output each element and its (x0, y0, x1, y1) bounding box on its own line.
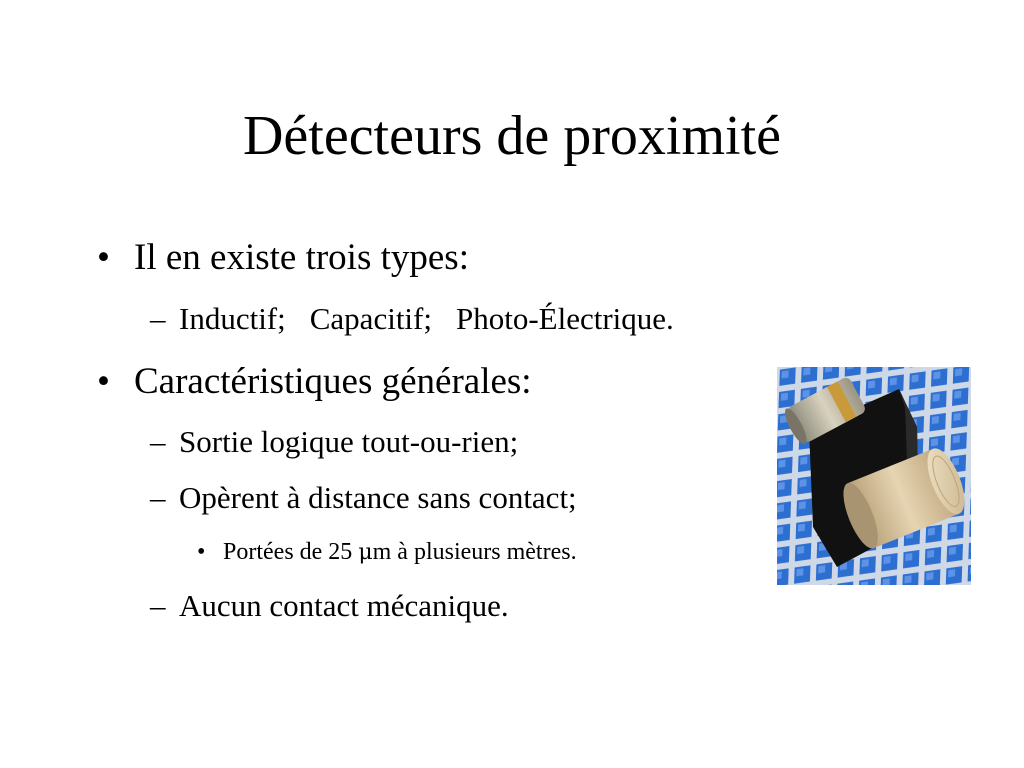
portees-text-after: m à plusieurs mètres. (372, 539, 577, 565)
bullet-marker: • (197, 539, 206, 565)
bullet-1-text: Il en existe trois types: (134, 237, 469, 278)
sub-bullet-types (150, 300, 850, 338)
bullet-marker: • (97, 361, 110, 402)
bullet-marker: • (97, 237, 110, 278)
portees-text (223, 537, 577, 568)
types-list (179, 300, 674, 338)
sub-bullet-sortie-text: Sortie logique tout-ou-rien; (179, 424, 519, 459)
type-inductif: Inductif; (179, 301, 286, 336)
sub-bullet-sortie (150, 423, 750, 461)
sub-sub-bullet-portees (197, 537, 757, 567)
sub-bullet-mecanique (150, 587, 750, 625)
bullet-2-text: Caractéristiques générales: (134, 361, 532, 402)
dash-marker: – (150, 301, 166, 336)
sub-bullet-distance-text: Opèrent à distance sans contact; (179, 480, 577, 515)
slide-title: Détecteurs de proximité (242, 105, 781, 167)
portees-text-before: Portées de 25 (223, 539, 359, 565)
dash-marker: – (150, 480, 166, 515)
sub-bullet-distance (150, 479, 750, 517)
bullet-1 (97, 236, 617, 280)
proximity-sensor-photo (777, 367, 971, 585)
type-photo-electrique: Photo-Électrique. (455, 301, 674, 336)
dash-marker: – (150, 424, 166, 459)
micro-symbol: μ (358, 540, 373, 565)
dash-marker: – (150, 588, 166, 623)
sub-bullet-mecanique-text: Aucun contact mécanique. (179, 588, 509, 623)
bullet-2 (97, 360, 697, 404)
type-capacitif: Capacitif; (309, 301, 432, 336)
